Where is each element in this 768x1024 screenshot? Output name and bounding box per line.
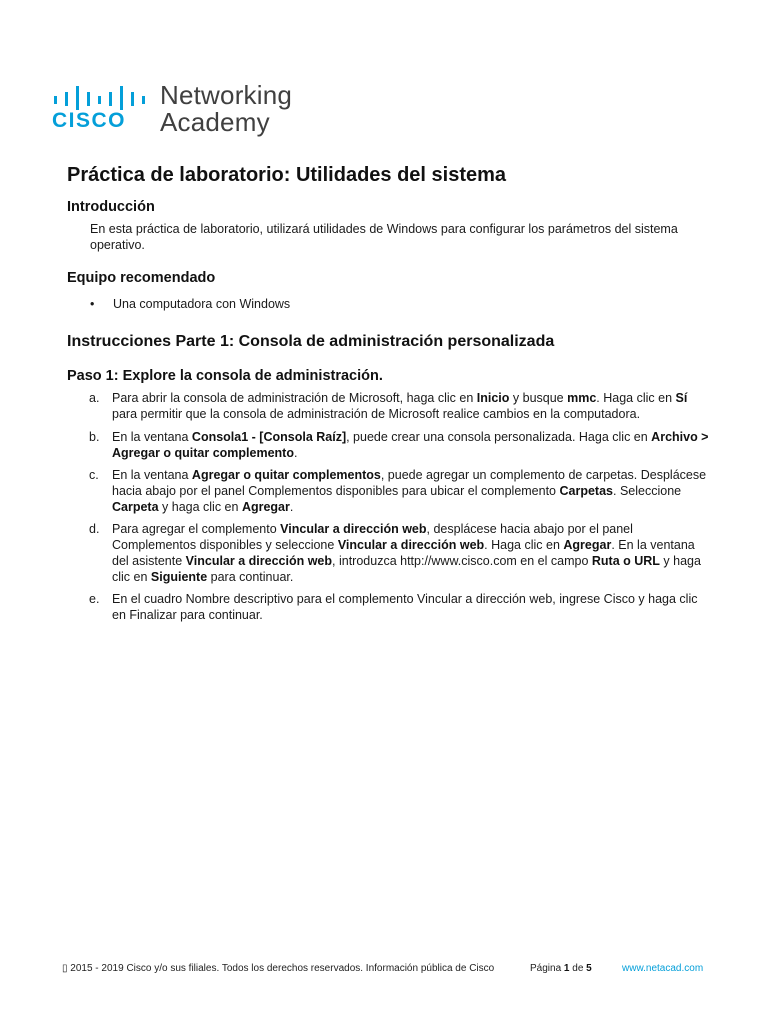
step-letter: a.	[89, 391, 100, 405]
intro-text: En esta práctica de laboratorio, utilizará utilidades de Windows para configurar los parámetros del sistema operativo.	[90, 222, 678, 252]
step-letter: b.	[89, 430, 100, 444]
step-letter: c.	[89, 468, 99, 482]
step-e	[89, 591, 709, 623]
step-letter: e.	[89, 592, 100, 606]
step-text: Para abrir la consola de administración de Microsoft, haga clic en Inicio y busque mmc. Haga clic en Sí para permitir que la consola de administración de Microsoft realice cambios en la computadora.	[112, 391, 688, 421]
cisco-bridge-icon	[54, 86, 150, 110]
step-text: Para agregar el complemento Vincular a dirección web, desplácese hacia abajo por el panel Complementos disponibles y seleccione Vincular a dirección web. Haga clic en Agregar. En la ventana del asistente Vincular a dirección web, introduzca http://www.cisco.com en el campo Ruta o URL y haga clic en Siguiente para continuar.	[112, 522, 701, 584]
step-c	[89, 467, 709, 515]
step-text: En el cuadro Nombre descriptivo para el complemento Vincular a dirección web, ingrese Cisco y haga clic en Finalizar para continuar.	[112, 592, 698, 622]
copyright-text: ▯ 2015 - 2019 Cisco y/o sus filiales. Todos los derechos reservados. Información pública de Cisco	[62, 963, 495, 974]
cisco-networking-academy-logo	[52, 80, 312, 140]
cisco-wordmark: CISCO	[52, 109, 127, 132]
step-d	[89, 521, 709, 585]
equipment-item: Una computadora con Windows	[113, 297, 291, 311]
equipment-heading: Equipo recomendado	[67, 270, 216, 286]
logo-academy-text: Academy	[160, 107, 270, 137]
step-letter: d.	[89, 522, 100, 536]
step-a	[89, 390, 709, 422]
page-indicator: Página 1 de 5	[530, 963, 592, 974]
page-title: Práctica de laboratorio: Utilidades del sistema	[67, 164, 507, 186]
website-link[interactable]: www.netacad.com	[622, 963, 704, 974]
step1-heading: Paso 1: Explore la consola de administración.	[67, 368, 383, 384]
step-text: En la ventana Agregar o quitar complementos, puede agregar un complemento de carpetas. Desplácese hacia abajo por el panel Complementos disponibles para ubicar el complemento Carpetas. Seleccione Carpeta y haga clic en Agregar.	[112, 468, 707, 514]
step-b	[89, 429, 709, 461]
logo-networking-text: Networking	[160, 80, 293, 110]
part1-heading: Instrucciones Parte 1: Consola de administración personalizada	[67, 333, 555, 350]
step-text: En la ventana Consola1 - [Consola Raíz], puede crear una consola personalizada. Haga clic en Archivo > Agregar o quitar complemento.	[112, 430, 709, 460]
intro-heading: Introducción	[67, 199, 155, 215]
bullet-icon: •	[90, 297, 95, 311]
